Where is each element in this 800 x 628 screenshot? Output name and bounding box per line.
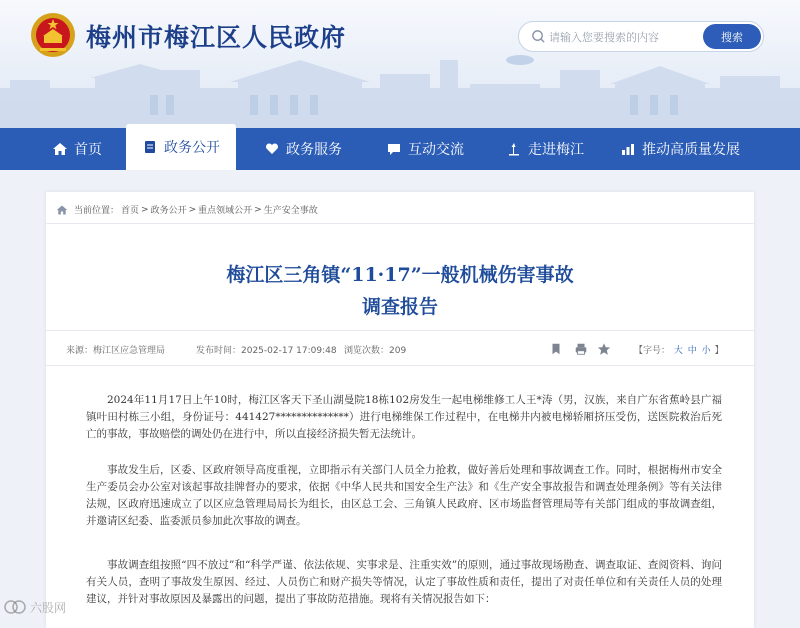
breadcrumb-separator: > bbox=[141, 204, 149, 215]
font-size-selector bbox=[634, 343, 724, 356]
nav-item-label: 互动交流 bbox=[408, 142, 464, 158]
star-icon[interactable] bbox=[597, 342, 611, 356]
article-card bbox=[46, 192, 754, 628]
breadcrumb bbox=[56, 203, 320, 216]
heart-hand-icon bbox=[264, 141, 280, 157]
article-source: 来源：梅江区应急管理局 bbox=[66, 346, 166, 356]
chat-icon bbox=[386, 141, 402, 157]
nav-item-government-affairs[interactable] bbox=[126, 124, 236, 170]
font-size-medium[interactable]: 中 bbox=[687, 346, 697, 356]
article-meta bbox=[46, 330, 754, 366]
breadcrumb-separator: > bbox=[188, 204, 197, 215]
chart-icon bbox=[620, 141, 636, 157]
national-emblem-logo bbox=[30, 12, 76, 58]
bookmark-icon[interactable] bbox=[549, 342, 563, 356]
nav-item-interaction[interactable] bbox=[386, 128, 464, 170]
font-size-large[interactable]: 大 bbox=[673, 346, 683, 356]
nav-item-label: 走进梅江 bbox=[528, 142, 584, 158]
article-title: 梅江区三角镇“11·17”一般机械伤害事故 bbox=[226, 264, 574, 286]
article-title-line-2: 调查报告 bbox=[361, 296, 438, 318]
breadcrumb-item-key-areas[interactable]: 重点领域公开 bbox=[198, 206, 253, 216]
breadcrumb-prefix: 当前位置： bbox=[74, 206, 120, 216]
search-box bbox=[518, 21, 764, 52]
breadcrumb-item-home[interactable]: 首页 bbox=[121, 206, 140, 216]
nav-item-label: 政务公开 bbox=[164, 140, 220, 156]
article-paragraph: 事故调查组按照“四不放过”和“科学严谨、依法依规、实事求是、注重实效”的原则，通过事故现场勘查、调查取证、查阅资料、询问有关人员，查明了事故发生原因、经过、人员伤亡和财产损失等情况，认定了事故性质和责任，提出了对责任单位和有关责任人员的处理建议，并针对事故原因及暴露出的问题，提出了事故防范措施。现将有关情况报告如下： bbox=[86, 559, 722, 605]
main-nav bbox=[0, 128, 800, 170]
breadcrumb-item-government-affairs[interactable]: 政务公开 bbox=[150, 206, 187, 216]
article-publish-time: 发布时间：2025-02-17 17:09:48 bbox=[196, 346, 337, 356]
search-input[interactable] bbox=[549, 26, 699, 48]
document-icon bbox=[142, 139, 158, 155]
breadcrumb-item-safety-accidents[interactable]: 生产安全事故 bbox=[263, 206, 318, 216]
nav-item-about-meijiang[interactable] bbox=[506, 128, 584, 170]
search-icon bbox=[531, 29, 546, 44]
article-paragraph: 2024年11月17日上午10时，梅江区客天下圣山湖曼院18栋102房发生一起电梯维修工人王*涛（男，汉族，来自广东省蕉岭县广福镇叶田村栋三小组，身份证号：441427**************）进行电梯维保工作过程中，在电梯井内被电梯轿厢挤压受伤，送医院救治后死亡的事故，事故赔偿的调处仍在进行中，所以直接经济损失暂无法统计。 bbox=[86, 394, 722, 440]
font-size-close: 】 bbox=[714, 346, 724, 356]
home-icon bbox=[56, 204, 68, 216]
watermark bbox=[4, 598, 66, 616]
font-size-small[interactable]: 小 bbox=[701, 346, 711, 356]
article-paragraph: 事故发生后，区委、区政府领导高度重视，立即指示有关部门人员全力抢救，做好善后处理和事故调查工作。同时，根据梅州市安全生产委员会办公室对该起事故挂牌督办的要求，依据《中华人民共和国安全生产法》和《生产安全事故报告和调查处理条例》等有关法律法规，区政府迅速成立了以区应急管理局局长为组长，由区总工会、三角镇人民政府、区市场监督管理局等有关部门组成的事故调查组，并邀请区纪委、监委派员参加此次事故的调查。 bbox=[86, 464, 722, 527]
nav-item-government-services[interactable] bbox=[264, 128, 342, 170]
divider bbox=[46, 223, 754, 224]
font-size-label: 【字号： bbox=[634, 346, 671, 356]
nav-item-label: 推动高质量发展 bbox=[642, 142, 740, 158]
home-icon bbox=[52, 141, 68, 157]
site-title[interactable]: 梅州市梅江区人民政府 bbox=[86, 23, 347, 52]
nav-item-label: 首页 bbox=[74, 142, 102, 158]
article-views: 浏览次数：209 bbox=[344, 346, 407, 356]
site-header bbox=[0, 0, 800, 128]
print-icon[interactable] bbox=[574, 342, 588, 356]
search-button[interactable]: 搜索 bbox=[703, 24, 761, 49]
landmark-icon bbox=[506, 141, 522, 157]
nav-item-high-quality-development[interactable] bbox=[620, 128, 740, 170]
watermark-logo-icon bbox=[4, 598, 26, 616]
breadcrumb-separator: > bbox=[254, 204, 262, 215]
nav-item-home[interactable] bbox=[52, 128, 102, 170]
nav-item-label: 政务服务 bbox=[286, 142, 342, 158]
watermark-text: 六股网 bbox=[30, 600, 67, 615]
